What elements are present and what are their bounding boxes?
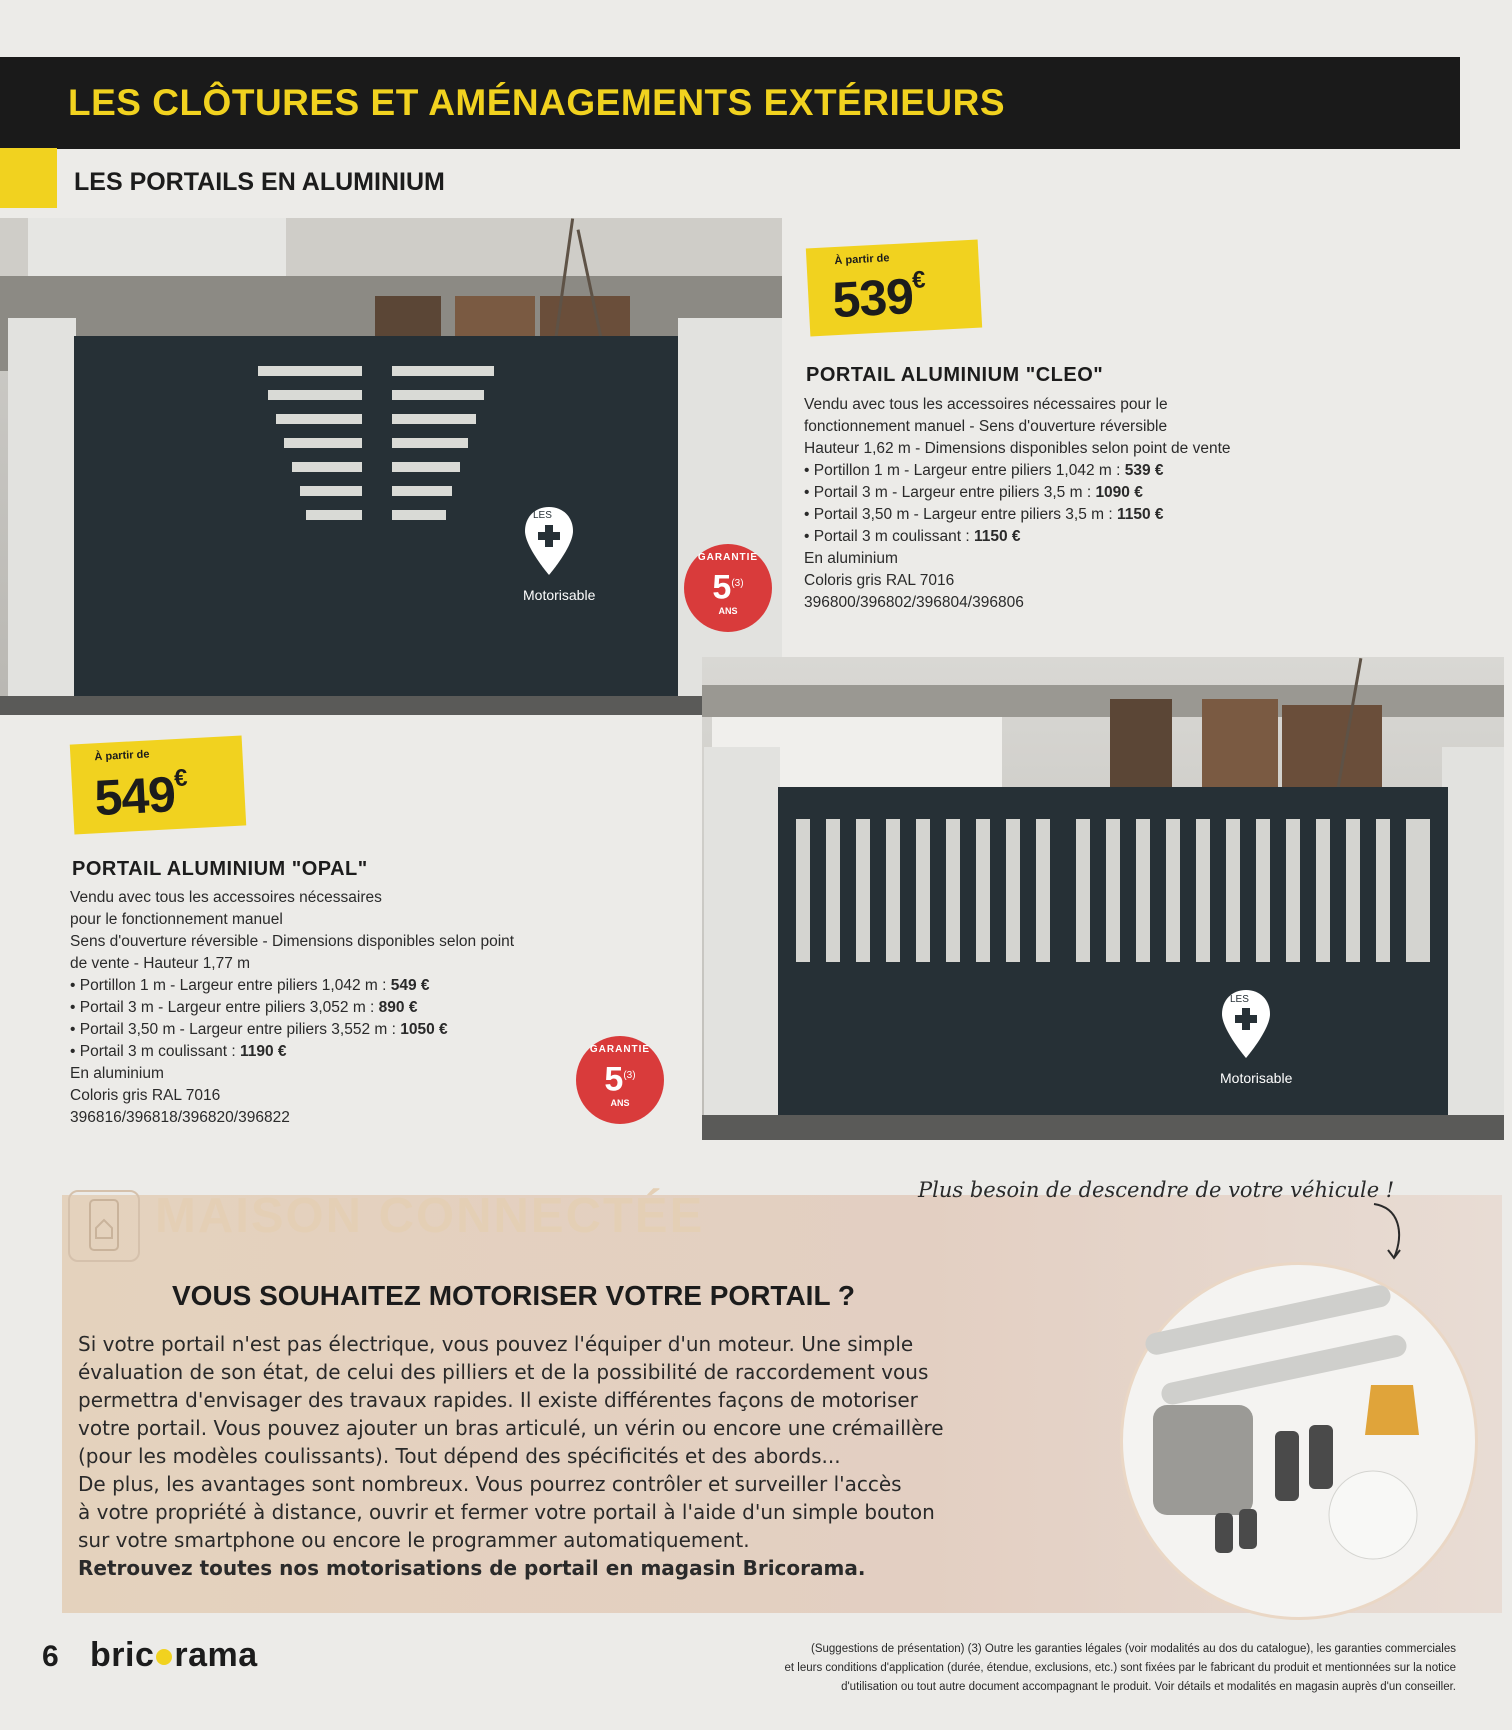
option-line: • Portillon 1 m - Largeur entre piliers 1,042 m : 539 € <box>804 462 1164 479</box>
motorise-question: VOUS SOUHAITEZ MOTORISER VOTRE PORTAIL ? <box>172 1280 855 1311</box>
paragraph-line: De plus, les avantages sont nombreux. Vous pourrez contrôler et surveiller l'accès <box>78 1472 902 1496</box>
page-number: 6 <box>42 1640 59 1673</box>
motorise-paragraph <box>78 1330 944 1582</box>
warranty-top: GARANTIE <box>589 1044 651 1055</box>
warranty-bottom: ANS <box>718 606 738 616</box>
section-title: LES CLÔTURES ET AMÉNAGEMENTS EXTÉRIEURS <box>68 82 1006 123</box>
warranty-bottom: ANS <box>610 1098 630 1108</box>
warranty-years: 5 <box>604 1060 624 1099</box>
paragraph-line: (pour les modèles coulissants). Tout dépend des spécificités et des abords... <box>78 1444 841 1468</box>
product-description <box>70 887 514 1129</box>
motorisable-label: Motorisable <box>523 587 596 603</box>
color: Coloris gris RAL 7016 <box>804 572 955 589</box>
price-from-label: À partir de <box>834 252 890 268</box>
option-line: • Portail 3,50 m - Largeur entre piliers 3,5 m : 1150 € <box>804 506 1164 523</box>
legal-notice <box>536 1640 1456 1697</box>
product-title: PORTAIL ALUMINIUM "OPAL" <box>72 858 368 880</box>
option-line: • Portail 3,50 m - Largeur entre piliers 3,552 m : 1050 € <box>70 1021 448 1038</box>
warranty-top: GARANTIE <box>697 552 759 563</box>
price-tag <box>70 736 246 835</box>
option-line: • Portail 3 m coulissant : 1150 € <box>804 528 1021 545</box>
option-line: • Portail 3 m - Largeur entre piliers 3,052 m : 890 € <box>70 999 418 1016</box>
paragraph-line: sur votre smartphone ou encore le programmer automatiquement. <box>78 1528 750 1552</box>
opal-gate-photo <box>702 657 1504 1140</box>
desc-line: fonctionnement manuel - Sens d'ouverture réversible <box>804 418 1168 435</box>
paragraph-line: permettra d'envisager des travaux rapides. Il existe différentes façons de motoriser <box>78 1388 918 1412</box>
price-tag <box>806 240 982 337</box>
price-from-label: À partir de <box>94 748 150 764</box>
warranty-note: (3) <box>623 1070 636 1081</box>
warranty-badge <box>576 1036 664 1124</box>
price-currency: € <box>173 764 188 793</box>
price-currency: € <box>911 266 926 295</box>
paragraph-line: Si votre portail n'est pas électrique, vous pouvez l'équiper d'un moteur. Une simple <box>78 1332 914 1356</box>
connected-house-title: MAISON CONNECTÉE <box>155 1189 705 1243</box>
desc-line: Vendu avec tous les accessoires nécessaires pour le <box>804 396 1168 413</box>
warranty-note: (3) <box>731 578 744 589</box>
warranty-years: 5 <box>712 568 732 607</box>
legal-line: et leurs conditions d'application (durée, étendue, exclusions, etc.) sont fixées par le fabricant du produit et mentionnées sur la notice <box>784 1662 1456 1674</box>
price-value: 539 <box>831 268 915 329</box>
warranty-badge <box>684 544 772 632</box>
option-line: • Portail 3 m coulissant : 1190 € <box>70 1043 287 1060</box>
sub-title-accent <box>0 148 57 208</box>
product-description <box>804 394 1231 614</box>
curved-arrow-icon <box>1370 1200 1410 1264</box>
cleo-gate-photo <box>0 218 782 715</box>
legal-line: (Suggestions de présentation) (3) Outre les garanties légales (voir modalités au dos du catalogue), les garanties commerciales <box>811 1643 1456 1655</box>
handwritten-caption: Plus besoin de descendre de votre véhicule ! <box>918 1178 1395 1202</box>
references: 396800/396802/396804/396806 <box>804 594 1024 611</box>
desc-line: pour le fonctionnement manuel <box>70 911 283 928</box>
color: Coloris gris RAL 7016 <box>70 1087 221 1104</box>
smartphone-home-icon <box>68 1190 140 1262</box>
option-line: • Portail 3 m - Largeur entre piliers 3,5 m : 1090 € <box>804 484 1143 501</box>
legal-line: d'utilisation ou tout autre document accompagnant le produit. Voir détails et modalités en magasin auprès d'un conseiller. <box>841 1681 1456 1693</box>
references: 396816/396818/396820/396822 <box>70 1109 290 1126</box>
price-value: 549 <box>93 766 177 827</box>
desc-line: Sens d'ouverture réversible - Dimensions disponibles selon point <box>70 933 515 950</box>
product-title: PORTAIL ALUMINIUM "CLEO" <box>806 364 1104 386</box>
desc-line: Vendu avec tous les accessoires nécessaires <box>70 889 382 906</box>
bricorama-logo: bric rama <box>90 1636 258 1674</box>
motor-kit-image <box>1120 1262 1478 1620</box>
paragraph-line: évaluation de son état, de celui des pilliers et de la possibilité de raccordement vous <box>78 1360 929 1384</box>
material: En aluminium <box>70 1065 164 1082</box>
paragraph-line: à votre propriété à distance, ouvrir et fermer votre portail à l'aide d'un simple bouton <box>78 1500 935 1524</box>
closing-line: Retrouvez toutes nos motorisations de portail en magasin Bricorama. <box>78 1556 866 1580</box>
paragraph-line: votre portail. Vous pouvez ajouter un bras articulé, un vérin ou encore une crémaillère <box>78 1416 944 1440</box>
option-line: • Portillon 1 m - Largeur entre piliers 1,042 m : 549 € <box>70 977 430 994</box>
pin-top-text: LES <box>533 510 552 521</box>
pin-top-text: LES <box>1230 994 1249 1005</box>
motorisable-label: Motorisable <box>1220 1070 1293 1086</box>
sub-title: LES PORTAILS EN ALUMINIUM <box>74 168 445 196</box>
desc-line: Hauteur 1,62 m - Dimensions disponibles selon point de vente <box>804 440 1231 457</box>
desc-line: de vente - Hauteur 1,77 m <box>70 955 251 972</box>
material: En aluminium <box>804 550 898 567</box>
